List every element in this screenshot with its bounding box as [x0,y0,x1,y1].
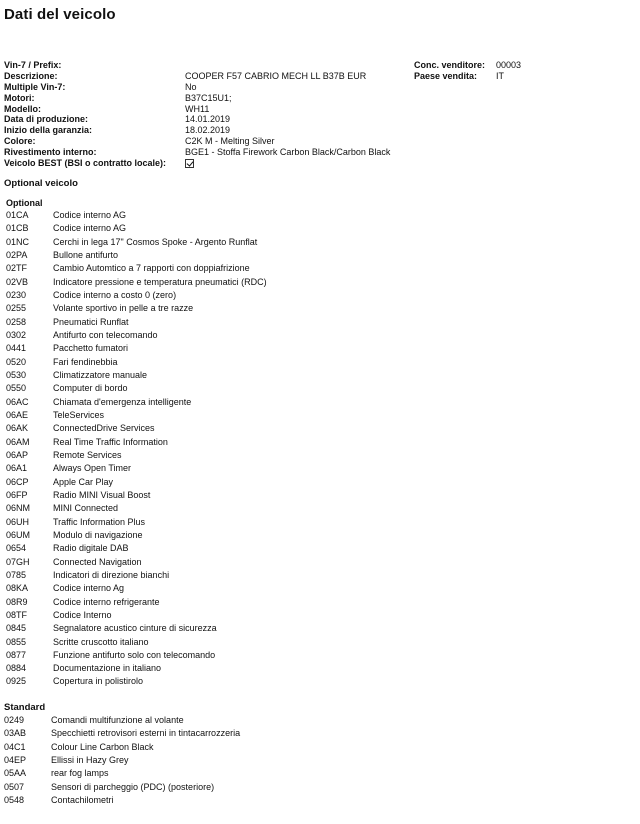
option-description: rear fog lamps [51,768,109,779]
list-item [6,396,267,409]
list-item [6,596,267,609]
dealer-label: Conc. venditore: [414,60,486,70]
warranty-start-label: Inizio della garanzia: [4,125,93,136]
list-item [6,476,267,489]
option-description: Pneumatici Runflat [53,316,129,327]
dealer-value: 00003 [496,60,522,70]
engines-label: Motori: [4,92,35,103]
description-value: COOPER F57 CABRIO MECH LL B37B EUR [185,70,367,81]
info-row-color [4,136,556,147]
page-title: Dati del veicolo [4,6,116,23]
option-code: 03AB [4,728,27,739]
list-item [6,529,267,542]
info-row-description [4,71,556,82]
option-code: 0441 [6,343,27,354]
option-description: Segnalatore acustico cinture di sicurezza [53,623,217,634]
list-item [6,662,267,675]
best-vehicle-label: Veicolo BEST (BSI o contratto locale): [4,158,167,169]
option-code: 06AE [6,409,29,420]
option-code: 0550 [6,383,27,394]
option-code: 0249 [4,715,25,725]
list-item [6,675,267,688]
option-code: 05AA [4,768,27,779]
option-code: 0255 [6,303,27,314]
info-row-upholstery [4,147,556,158]
option-description: Indicatori di direzione bianchi [53,569,170,580]
warranty-start-value: 18.02.2019 [185,125,231,136]
model-value: WH11 [185,103,210,114]
list-item [6,276,267,289]
option-code: 01NC [6,236,30,247]
option-description: Codice interno Ag [53,583,125,594]
option-code: 02VB [6,276,29,287]
list-item [4,714,240,727]
option-description: Apple Car Play [53,476,114,487]
list-item [6,356,267,369]
option-code: 08TF [6,609,28,620]
list-item [6,502,267,515]
option-code: 07GH [6,556,30,567]
optional-heading: Optional [6,198,43,208]
standard-heading: Standard [4,702,46,713]
option-description: Cerchi in lega 17" Cosmos Spoke - Argento Runflat [53,236,258,247]
option-description: Modulo di navigazione [53,529,143,540]
option-description: Connected Navigation [53,556,142,567]
option-description: Codice interno refrigerante [53,596,160,607]
option-code: 06UM [6,529,31,540]
list-item [6,342,267,355]
info-row-multiple-vin [4,82,556,93]
list-item [6,262,267,275]
option-code: 06AM [6,436,30,447]
list-item [6,409,267,422]
option-code: 0258 [6,316,27,327]
list-item [6,249,267,262]
list-item [4,754,240,767]
option-code: 02TF [6,263,28,274]
list-item [6,489,267,502]
option-code: 06UH [6,516,30,527]
list-item [6,636,267,649]
list-item [6,436,267,449]
upholstery-value: BGE1 - Stoffa Firework Carbon Black/Carbon Black [185,147,391,158]
option-description: Chiamata d'emergenza intelligente [53,396,192,407]
list-item [4,727,240,740]
optional-list [6,209,267,689]
list-item [6,302,267,315]
list-item [6,569,267,582]
sale-country-value: IT [496,70,504,81]
list-item [6,556,267,569]
list-item [6,222,267,235]
option-description: Remote Services [53,449,122,460]
option-description: Scritte cruscotto italiano [53,636,149,647]
option-description: Radio digitale DAB [53,543,129,554]
list-item [6,209,267,222]
description-label: Descrizione: [4,70,58,81]
option-description: Volante sportivo in pelle a tre razze [53,303,194,314]
best-vehicle-checkbox[interactable] [185,159,194,168]
vehicle-info-table [4,60,556,169]
option-description: Specchietti retrovisori esterni in tintacarrozzeria [51,728,241,739]
option-code: 06AC [6,396,29,407]
option-code: 02PA [6,249,28,260]
list-item [6,316,267,329]
option-code: 06A1 [6,463,28,474]
list-item [6,462,267,475]
list-item [6,542,267,555]
list-item [6,236,267,249]
option-code: 06FP [6,489,28,500]
option-description: Climatizzatore manuale [53,369,148,380]
list-item [6,382,267,395]
option-code: 08KA [6,583,29,594]
option-description: Ellissi in Hazy Grey [51,754,129,765]
option-code: 0785 [6,569,27,580]
option-description: Sensori di parcheggio (PDC) (posteriore) [51,781,215,792]
option-code: 01CB [6,223,29,234]
option-description: Computer di bordo [53,383,128,394]
option-code: 06NM [6,503,31,514]
option-code: 0548 [4,794,25,805]
list-item [6,582,267,595]
list-item [4,781,240,794]
color-value: C2K M - Melting Silver [185,136,275,147]
option-code: 0507 [4,781,25,792]
sale-country-label: Paese vendita: [414,70,478,81]
option-code: 06AP [6,449,29,460]
option-description: Radio MINI Visual Boost [53,489,151,500]
color-label: Colore: [4,136,36,147]
optional-section-title: Optional veicolo [4,178,78,189]
option-description: Fari fendinebbia [53,356,118,367]
vin-value [185,60,414,71]
option-description: Comandi multifunzione al volante [51,715,184,725]
info-row-warranty-start [4,125,556,136]
option-description: Funzione antifurto solo con telecomando [53,649,216,660]
list-item [6,369,267,382]
info-row-production-date [4,114,556,125]
option-description: Traffic Information Plus [53,516,146,527]
option-description: Documentazione in italiano [53,663,162,674]
option-code: 0520 [6,356,27,367]
option-code: 06AK [6,423,29,434]
list-item [6,289,267,302]
option-code: 04C1 [4,741,26,752]
option-code: 0654 [6,543,27,554]
option-description: Real Time Traffic Information [53,436,168,447]
option-code: 04EP [4,754,27,765]
production-date-label: Data di produzione: [4,114,88,125]
info-row-engines [4,93,556,104]
option-description: Always Open Timer [53,463,132,474]
option-code: 01CA [6,210,29,220]
option-description: Indicatore pressione e temperatura pneumatici (RDC) [53,276,267,287]
option-description: Contachilometri [51,794,114,805]
option-code: 06CP [6,476,29,487]
multiple-vin-value: No [185,81,197,92]
upholstery-label: Rivestimento interno: [4,147,97,158]
multiple-vin-label: Multiple Vin-7: [4,81,66,92]
list-item [6,649,267,662]
list-item [4,794,240,807]
list-item [6,422,267,435]
option-code: 0302 [6,329,27,340]
option-description: Codice interno AG [53,210,127,220]
production-date-value: 14.01.2019 [185,114,231,125]
list-item [6,449,267,462]
engines-value: B37C15U1; [185,92,232,103]
option-code: 08R9 [6,596,28,607]
list-item [4,767,240,780]
option-description: Cambio Automtico a 7 rapporti con doppiafrizione [53,263,250,274]
option-description: Colour Line Carbon Black [51,741,154,752]
option-description: Antifurto con telecomando [53,329,158,340]
option-code: 0884 [6,663,27,674]
option-code: 0925 [6,676,27,687]
option-description: MINI Connected [53,503,119,514]
list-item [6,622,267,635]
option-code: 0530 [6,369,27,380]
model-label: Modello: [4,103,41,114]
option-description: Codice Interno [53,609,112,620]
list-item [6,329,267,342]
option-description: ConnectedDrive Services [53,423,155,434]
option-code: 0845 [6,623,27,634]
option-description: TeleServices [53,409,105,420]
standard-list [4,714,240,807]
option-code: 0230 [6,289,27,300]
list-item [6,516,267,529]
option-description: Pacchetto fumatori [53,343,129,354]
option-description: Codice interno AG [53,223,127,234]
info-row-model [4,104,556,115]
option-description: Copertura in polistirolo [53,676,144,687]
option-code: 0877 [6,649,27,660]
info-row-best [4,158,556,169]
list-item [4,741,240,754]
info-row-vin [4,60,556,71]
list-item [6,609,267,622]
option-description: Codice interno a costo 0 (zero) [53,289,177,300]
vin-label: Vin-7 / Prefix: [4,60,62,70]
best-vehicle-value [185,158,414,169]
option-code: 0855 [6,636,27,647]
option-description: Bullone antifurto [53,249,119,260]
